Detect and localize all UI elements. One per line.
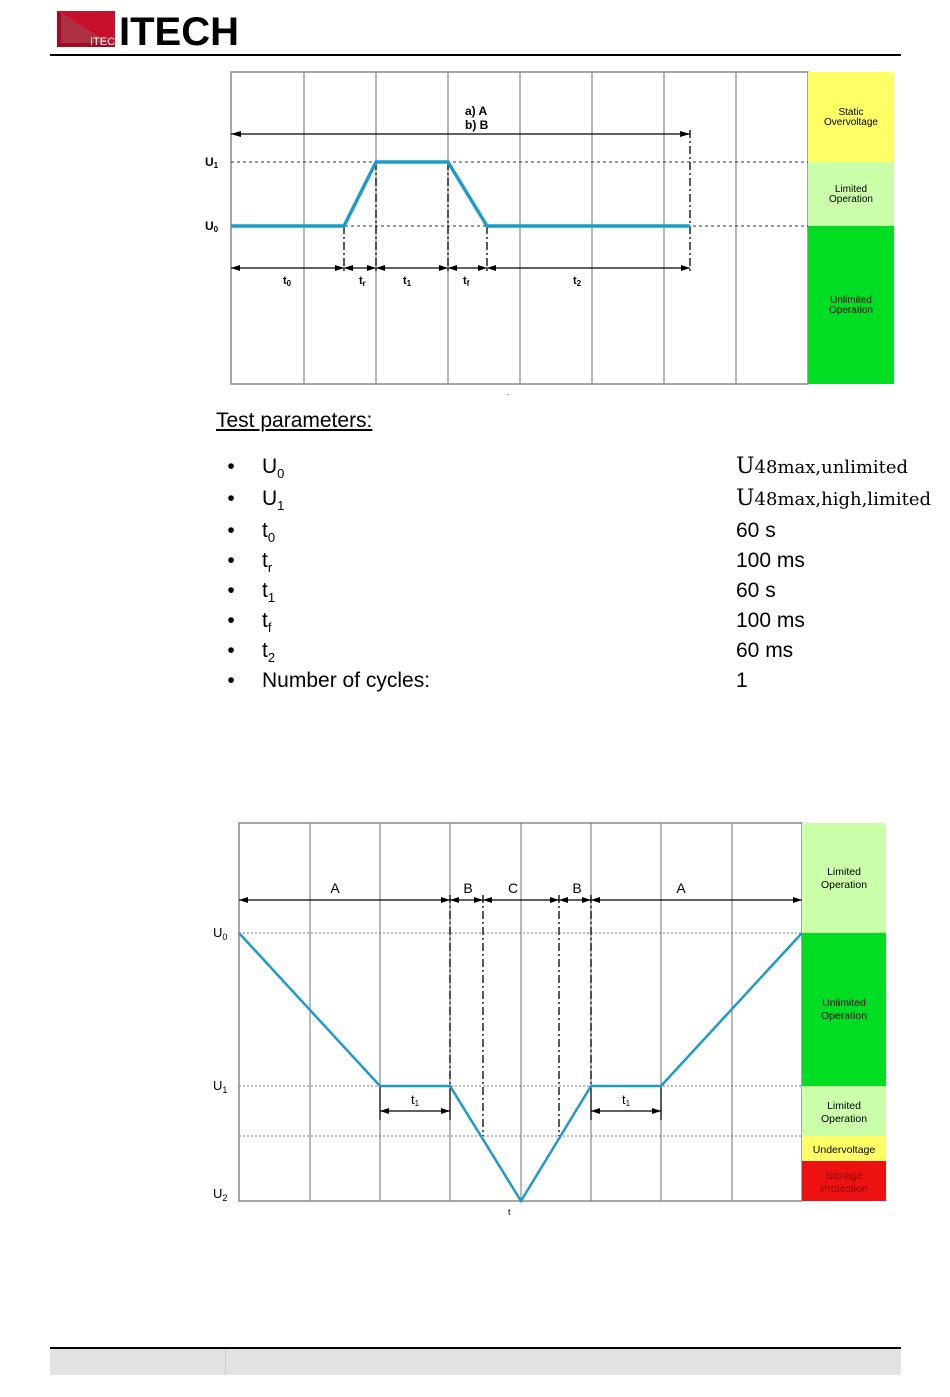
zone-label: Limited [827, 1100, 861, 1112]
param-t0: • $t_0$ 60 s [222, 516, 922, 546]
y-label-u1: $U_1$ [213, 1078, 228, 1095]
y-label-u1: U1 [205, 155, 219, 170]
test-parameters-list [222, 452, 932, 696]
param-t1: • $t_1$ 60 s [222, 576, 922, 606]
bullet-icon: • [227, 669, 235, 692]
segment-label-b: B [463, 880, 473, 896]
zone-label: Unlimited [830, 295, 872, 306]
bullet-icon: • [227, 519, 235, 542]
annotation-a: a) A [465, 104, 488, 118]
zone-label: Storage [825, 1170, 863, 1182]
zone-label: Operation [820, 1113, 868, 1125]
segment-label-a: A [676, 880, 686, 896]
y-label-u0: U0 [205, 219, 219, 234]
bullet-icon: • [227, 455, 235, 478]
test-parameters-heading: Test parameters: [216, 409, 373, 432]
param-value: 60 s [736, 519, 776, 542]
annotation-b: b) B [465, 118, 489, 132]
segment-label-c: C [507, 880, 519, 896]
param-value: 60 ms [736, 639, 794, 662]
x-axis-label: t [508, 1207, 511, 1217]
segment-label-a: A [330, 880, 340, 896]
param-u1: • $U_1$ U48max,high,limited [222, 482, 922, 516]
header-divider [50, 54, 901, 56]
logo-text: ITECH [119, 10, 239, 49]
param-value: 1 [736, 669, 748, 692]
zone-label: Undervoltage [812, 1144, 876, 1156]
axis-tick: . [507, 388, 510, 397]
time-label-tr: tr [359, 275, 366, 288]
segment-label-b: B [572, 880, 582, 896]
itech-logo [57, 9, 277, 49]
zone-limited-operation-upper [802, 823, 886, 933]
zone-label: Operation [829, 194, 873, 205]
param-value: 60 s [736, 579, 776, 602]
y-label-u2: $U_2$ [213, 1186, 228, 1203]
bullet-icon: • [227, 639, 235, 662]
zone-label: Operation [820, 1010, 868, 1022]
y-label-u0: $U_0$ [213, 925, 228, 942]
bullet-icon: • [227, 487, 235, 510]
zone-label: Operation [820, 879, 868, 891]
logo-small-text: ITECH [90, 36, 123, 48]
time-label-t2: t2 [573, 275, 582, 288]
time-label-tf: tf [463, 275, 470, 288]
time-label-t0: t0 [283, 275, 292, 288]
bullet-icon: • [227, 609, 235, 632]
footer-band [50, 1349, 901, 1375]
t1-label: t1 [411, 1092, 420, 1108]
param-tr: • $t_r$ 100 ms [222, 546, 922, 576]
bullet-icon: • [227, 549, 235, 572]
param-cycles: • Number of cycles: 1 [222, 666, 922, 696]
bullet-icon: • [227, 579, 235, 602]
param-t2: • $t_2$ 60 ms [222, 636, 922, 666]
param-value: U48max,unlimited [736, 454, 909, 479]
zone-label: Limited [827, 866, 861, 878]
overvoltage-pulse-diagram [195, 65, 905, 400]
param-value: 100 ms [736, 609, 805, 632]
zone-label: Protection [820, 1183, 868, 1195]
param-u0: • $U_0$ U48max,unlimited [222, 452, 922, 482]
zone-label: Overvoltage [824, 117, 878, 128]
param-tf: • $t_f$ 100 ms [222, 606, 922, 636]
param-value: 100 ms [736, 549, 805, 572]
zone-label: Operation [829, 305, 873, 316]
t1-label: t1 [622, 1092, 631, 1108]
param-value: U48max,high,limited [736, 486, 932, 511]
time-label-t1: t1 [403, 275, 412, 288]
zone-label: Static [838, 107, 864, 118]
zone-label: Unlimited [822, 997, 866, 1009]
zone-label: Limited [834, 184, 868, 195]
undervoltage-ramp-diagram [200, 815, 900, 1225]
